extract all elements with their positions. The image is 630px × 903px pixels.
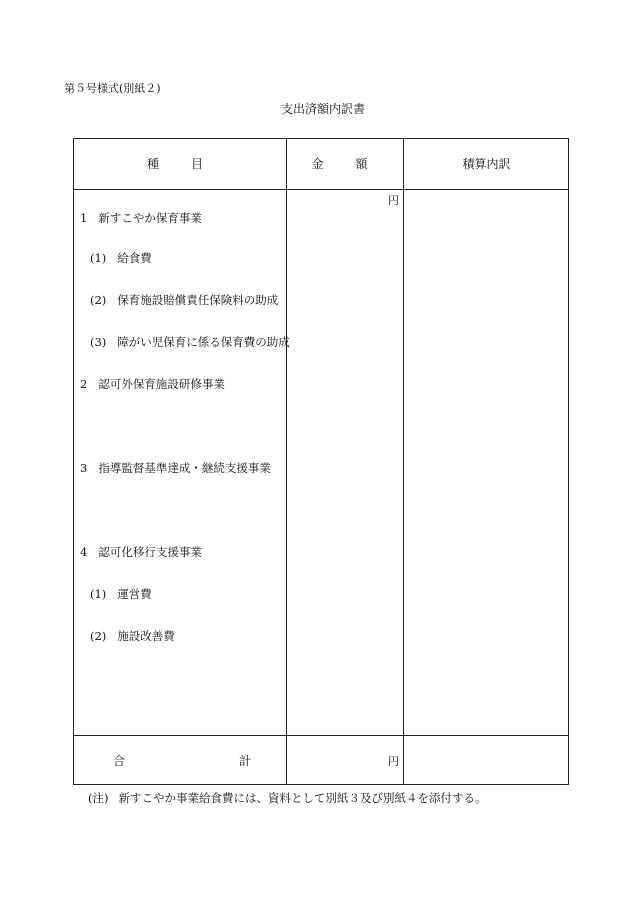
column-divider — [403, 139, 404, 784]
item-number: (1) — [90, 587, 107, 601]
item-number: 1 — [80, 211, 88, 225]
item-row — [80, 376, 225, 392]
item-row — [80, 460, 271, 476]
total-label-left: 合 — [113, 754, 126, 768]
total-amount-unit: 円 — [388, 755, 399, 768]
item-label: 新すこやか保育事業 — [98, 211, 202, 225]
item-number: 4 — [80, 545, 88, 559]
item-label: 障がい児保育に係る保育費の助成 — [117, 335, 290, 349]
item-number: (1) — [90, 251, 107, 265]
item-row — [80, 210, 202, 226]
item-row — [90, 250, 152, 266]
item-label: 保育施設賠償責任保険料の助成 — [117, 293, 279, 307]
item-row — [90, 334, 290, 350]
item-label: 認可外保育施設研修事業 — [98, 377, 225, 391]
header-amount: 金 額 — [311, 157, 378, 171]
header-type: 種 目 — [146, 157, 213, 171]
item-number: (3) — [90, 335, 107, 349]
item-row — [90, 586, 152, 602]
item-label: 給食費 — [117, 251, 152, 265]
column-divider — [286, 139, 287, 784]
document-title-text: 支出済額内訳書 — [280, 102, 365, 116]
item-number: (2) — [90, 293, 107, 307]
item-label: 認可化移行支援事業 — [98, 545, 202, 559]
footnote-prefix: (注) — [88, 791, 109, 805]
total-label-right: 計 — [239, 754, 252, 768]
item-number: 2 — [80, 377, 88, 391]
item-row — [90, 628, 175, 644]
expenditure-table — [73, 138, 569, 785]
item-row — [90, 292, 278, 308]
amount-unit: 円 — [388, 194, 399, 207]
item-row — [80, 544, 202, 560]
form-number: 第５号様式(別紙２) — [64, 82, 161, 95]
item-label: 運営費 — [117, 587, 152, 601]
footnote-text: 新すこやか事業給食費には、資料として別紙３及び別紙４を添付する。 — [118, 791, 487, 805]
header-breakdown: 積算内訳 — [462, 157, 511, 171]
footnote — [88, 790, 486, 806]
item-number: (2) — [90, 629, 107, 643]
item-label: 施設改善費 — [117, 629, 175, 643]
document-title — [0, 100, 630, 117]
total-divider — [74, 735, 568, 736]
item-label: 指導監督基準達成・継続支援事業 — [98, 461, 271, 475]
item-number: 3 — [80, 461, 88, 475]
header-divider — [74, 189, 568, 190]
